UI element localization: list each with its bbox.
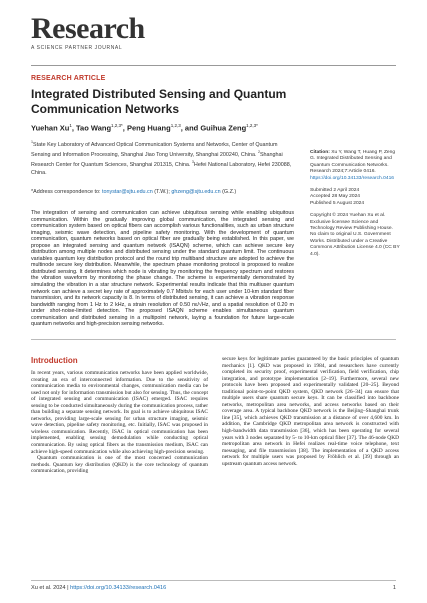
author-name: Yuehan Xu [31, 123, 70, 133]
article-type: RESEARCH ARTICLE [31, 75, 106, 82]
email-link[interactable]: tonystar@sjtu.edu.cn [102, 189, 153, 195]
dates-block [310, 188, 400, 207]
correspondence-initials: (G.Z.) [222, 189, 237, 195]
accepted-date: Accepted 28 May 2024 [310, 194, 361, 200]
header-divider [31, 65, 396, 66]
journal-name: Research [31, 12, 145, 45]
section-divider [31, 339, 396, 340]
author-name: Tao Wang [76, 123, 112, 133]
body-column-left [31, 370, 208, 475]
published-date: Published 5 August 2024 [310, 200, 365, 206]
author-list: Yuehan Xu$^1$, Tao Wang$^{1,2,3*}$, Peng Huang$^{1,2,3}$, and Guihua Zeng$^{1,2,3*}$ [31, 123, 258, 133]
affiliation-mark: 2 [257, 150, 260, 155]
correspondence-initials: (T.W.); [154, 189, 170, 195]
affiliations [31, 139, 294, 177]
correspondence-label: *Address correspondence to: [31, 189, 101, 195]
citation-label: Citation: [310, 150, 330, 155]
affiliation-text: State Key Laboratory of Advanced Optical Communication Systems and Networks, Center of Quantum Sensing and Information Processing, Shanghai Jiao Tong University, Shanghai 200240, China. [31, 141, 278, 158]
page-number: 1 [392, 585, 396, 591]
article-title: Integrated Distributed Sensing and Quantum Communication Networks [31, 87, 287, 116]
journal-subtitle: A SCIENCE PARTNER JOURNAL [31, 45, 123, 51]
journal-masthead [31, 14, 145, 51]
body-paragraph: secure keys for legitimate parties guaranteed by the basic principles of quantum mechanics [1]. QKD was proposed in 1984, and researchers have currently completed its security proof, experimental verification, field verification, chip integration, and prototype implementation [2–19]. Furthermore, several new protocols have been proposed and experimentally validated [20–25]. Beyond traditional point-to-point QKD system, QKD network [26–34] can ensure that multiple users share quantum secure keys. It can be classified into backbone networks, metropolitan area networks, and access networks based on their coverage area. A typical backbone QKD network is the Beijing–Shanghai trunk line [35], which achieves QKD transmission at a distance of over 4,600 km. In addition, the Cambridge QKD metropolitan area network is constructed with high-bandwidth data transmission [36], which has been operating for several years with 3 nodes separated by 5- to 10-km optical fiber [37]. The 46-node QKD metropolitan area network in Hefei realizes real-time voice telephone, text messaging, and file transmission [38]. The implementation of a QKD access network for multiple users was proposed by Fröhlich et al. [39] through an upstream quantum access network. [222, 356, 399, 467]
author-affiliation-mark: 1 [69, 123, 72, 128]
email-link[interactable]: ghzeng@sjtu.edu.cn [171, 189, 221, 195]
body-paragraph: In recent years, various communication networks have been applied worldwide, creating an era of interconnected information. Due to the sensitivity of communication media to environmental changes, communication media can be used not only for information transmission but also for sensing. Thus, the concept of integrated sensing and communication (ISAC) emerged. ISAC requires sensing to be conducted simultaneously during the communication process, rather than building a separate sensing network. Its goal is to achieve ubiquitous ISAC networks, providing large-scale sensing for urban structure imaging, seismic wave detection, pipeline safety monitoring, etc. Initially, ISAC was proposed in wireless communication. Recently, ISAC in optical communication has been implemented, enabling sensing demodulation while conducting optical communication. By using optical fibers as the transmission medium, ISAC can achieve high-speed communication while also achieving high-precision sensing. [31, 370, 208, 455]
author-name: and Guihua Zeng [184, 123, 247, 133]
author-affiliation-mark: 1,2,3* [246, 123, 258, 128]
abstract: The integration of sensing and communication can achieve ubiquitous sensing while enabling ubiquitous communication. Within the gradually improving global communication, the integrated sensing and communication system based on optical fibers can accomplish various functionalities, such as urban structure imaging, seismic wave detection, and pipeline safety monitoring. With the development of quantum communication, quantum networks based on optical fiber are gradually being established. In this paper, we propose an integrated sensing and quantum network (ISAQN) scheme, which can achieve secure key distribution among multiple nodes and distributed sensing under the standard quantum limit. The continuous variables quantum key distribution protocol and the round trip multiband structure are adopted to achieve the multinode secure key distribution. Meanwhile, the spectrum phase monitoring protocol is proposed to realize distributed sensing. It determines which node is vibrating by monitoring the frequency spectrum and restores the vibration waveform by monitoring the phase change. The scheme is experimentally demonstrated by simulating the vibration in a star structure network. Experimental results indicate that this multiuser quantum network can achieve a secret key rate of approximately 0.7 Mbits/s for each user under 10-km standard fiber transmission, and its network capacity is 8. In terms of distributed sensing, it can achieve a vibration response bandwidth ranging from 1 Hz to 2 kHz, a strain resolution of 0.50 nε/√Hz, and a spatial resolution of 0.20 m under shot-noise-limited detection. The proposed ISAQN scheme enables simultaneous quantum communication and distributed sensing in a multipoint network, laying a foundation for future large-scale quantum networks and high-precision sensing networks. [31, 210, 294, 328]
affiliation-text: Hefei National Laboratory, Hefei 230088, China. [31, 162, 292, 176]
section-heading: Introduction [31, 356, 78, 365]
citation-block [310, 150, 400, 182]
footer-divider [31, 580, 396, 581]
affiliation-text: Shanghai Research Center for Quantum Sciences, Shanghai 201315, China. [31, 152, 283, 169]
author-affiliation-mark: 1,2,3* [111, 123, 123, 128]
body-column-right [222, 356, 399, 467]
citation-text: Xu Y, Wang T, Huang P, Zeng G. Integrated Distributed Sensing and Quantum Communication Networks. Research 2024;7:Article 0416. [310, 150, 396, 175]
article-sidebar [310, 150, 400, 264]
citation-doi-link[interactable]: https://doi.org/10.34133/research.0416 [310, 175, 395, 181]
footer-author-year: Xu et al. 2024 | [31, 585, 69, 591]
author-name: Peng Huang [126, 123, 171, 133]
affiliation-mark: 1 [31, 140, 33, 144]
submitted-date: Submitted 2 April 2024 [310, 188, 360, 194]
author-affiliation-mark: 1,2,3 [170, 123, 181, 128]
footer-doi-link[interactable]: https://doi.org/10.34133/research.0416 [70, 585, 167, 591]
affiliation-mark: 3 [191, 160, 194, 165]
footer-citation [31, 585, 166, 591]
correspondence [31, 189, 294, 195]
body-paragraph: Quantum communication is one of the most concerned communication methods. Quantum key distribution (QKD) is the core technology of quantum communication, providing [31, 455, 208, 475]
copyright-block: Copyright © 2024 Yuehan Xu et al. Exclusive licensee Science and Technology Review Publishing House. No claim to original U.S. Government Works. Distributed under a Creative Commons Attribution License 4.0 (CC BY 4.0). [310, 213, 400, 257]
